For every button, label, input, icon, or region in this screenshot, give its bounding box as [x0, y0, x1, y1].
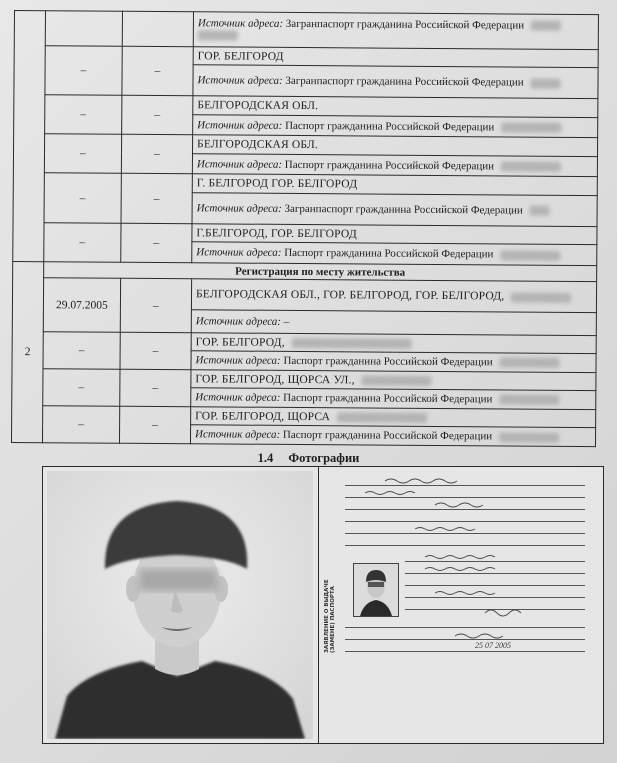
dash-cell: – [122, 96, 193, 136]
table-row [12, 278, 596, 313]
address-cell: ГОР. БЕЛГОРОД [193, 47, 598, 68]
redaction [501, 162, 561, 172]
date-cell: – [44, 173, 121, 223]
redaction [499, 432, 559, 442]
source-text: Загранпаспорт гражданина Российской Федерации [285, 75, 524, 89]
source-label: Источник адреса: [197, 118, 283, 132]
table-row [13, 222, 597, 245]
source-label: Источник адреса: [195, 315, 282, 328]
passport-application-form [325, 471, 597, 739]
section-number: 2 [11, 261, 43, 442]
dash-cell [122, 11, 193, 46]
section-number: 1.4 [257, 451, 274, 465]
dash-cell: – [121, 135, 192, 175]
date-cell: – [44, 222, 121, 262]
table-row [14, 95, 598, 118]
source-text: Паспорт гражданина Российской Федерации [282, 429, 493, 443]
table-row [13, 173, 597, 196]
dash-cell: – [120, 279, 191, 333]
dash-cell: – [122, 46, 193, 96]
source-text: – [283, 315, 290, 328]
redaction [530, 206, 550, 216]
date-cell: – [45, 95, 122, 135]
portrait-photo [47, 471, 313, 739]
source-text: Паспорт гражданина Российской Федерации [284, 246, 494, 261]
address-text: ГОР. БЕЛГОРОД, ЩОРСА [195, 409, 331, 423]
date-cell: – [43, 331, 120, 369]
address-cell: Г.БЕЛГОРОД, ГОР. БЕЛГОРОД [192, 224, 597, 245]
address-text: ГОР. БЕЛГОРОД, [195, 335, 285, 349]
address-text: БЕЛГОРОДСКАЯ ОБЛ., ГОР. БЕЛГОРОД, ГОР. БЕЛГОРОД, [195, 288, 505, 303]
row-number-cell [13, 11, 46, 262]
redaction [531, 21, 561, 31]
section-title: Фотографии [288, 451, 360, 465]
source-label: Источник адреса: [196, 157, 283, 171]
source-cell [190, 425, 595, 447]
table-row [14, 45, 598, 68]
table-row [12, 368, 596, 391]
address-cell: БЕЛГОРОДСКАЯ ОБЛ. [193, 96, 598, 117]
source-text: Загранпаспорт гражданина Российской Федерации [285, 17, 525, 32]
source-text: Паспорт гражданина Российской Федерации [283, 391, 493, 406]
source-cell [191, 310, 596, 335]
redaction [499, 395, 559, 405]
source-label: Источник адреса: [196, 202, 282, 215]
source-label: Источник адреса: [197, 74, 283, 88]
dash-cell: – [119, 406, 190, 444]
source-label: Источник адреса: [197, 17, 284, 30]
dash-cell: – [121, 174, 192, 224]
source-cell [192, 242, 597, 265]
date-cell [45, 11, 122, 47]
table-row [12, 405, 596, 428]
address-cell: БЕЛГОРОДСКАЯ ОБЛ. [193, 135, 598, 156]
date-cell: – [44, 134, 121, 174]
table-row [14, 11, 598, 50]
photographs-frame [42, 466, 604, 744]
redaction [499, 358, 559, 368]
address-cell: Г. БЕЛГОРОД ГОР. БЕЛГОРОД [192, 174, 597, 195]
source-cell [192, 154, 597, 177]
source-label: Источник адреса: [196, 246, 282, 259]
source-label: Источник адреса: [195, 354, 281, 367]
date-cell: – [43, 368, 120, 406]
dash-cell: – [121, 223, 192, 263]
date-cell: 29.07.2005 [43, 278, 120, 332]
divider [318, 467, 319, 743]
handwritten-date: 25 07 2005 [475, 641, 511, 650]
form-vertical-label: ЗАЯВЛЕНИЕ О ВЫДАЧЕ (ЗАМЕНЕ) ПАСПОРТА [324, 579, 336, 653]
address-text: ГОР. БЕЛГОРОД, ЩОРСА УЛ., [195, 372, 355, 386]
dash-cell: – [120, 369, 191, 406]
redaction [362, 375, 432, 385]
table-row [12, 331, 596, 354]
source-cell [193, 115, 598, 138]
redaction [337, 412, 427, 423]
source-text: Паспорт гражданина Российской Федерации [283, 354, 493, 369]
redaction [530, 78, 560, 88]
source-label: Источник адреса: [195, 391, 281, 404]
redaction [500, 250, 560, 260]
source-text: Паспорт гражданина Российской Федерации [285, 119, 495, 133]
handwriting-scribbles [325, 471, 597, 739]
address-cell [191, 279, 596, 313]
section-heading [0, 451, 617, 466]
redaction [292, 338, 412, 349]
redaction [198, 31, 238, 41]
address-records-table [11, 10, 599, 447]
source-cell [193, 65, 598, 99]
source-label: Источник адреса: [194, 428, 281, 441]
source-text: Паспорт гражданина Российской Федерации [284, 158, 495, 173]
source-text: Загранпаспорт гражданина Российской Федерации [284, 202, 523, 217]
source-cell [192, 193, 597, 227]
redaction [511, 292, 571, 302]
redaction [501, 122, 561, 132]
section-header: Регистрация по месту жительства [44, 262, 597, 282]
date-cell: – [45, 46, 122, 96]
source-cell [193, 12, 598, 50]
table-row [14, 134, 598, 157]
date-cell: – [42, 405, 119, 443]
dash-cell: – [120, 332, 191, 369]
